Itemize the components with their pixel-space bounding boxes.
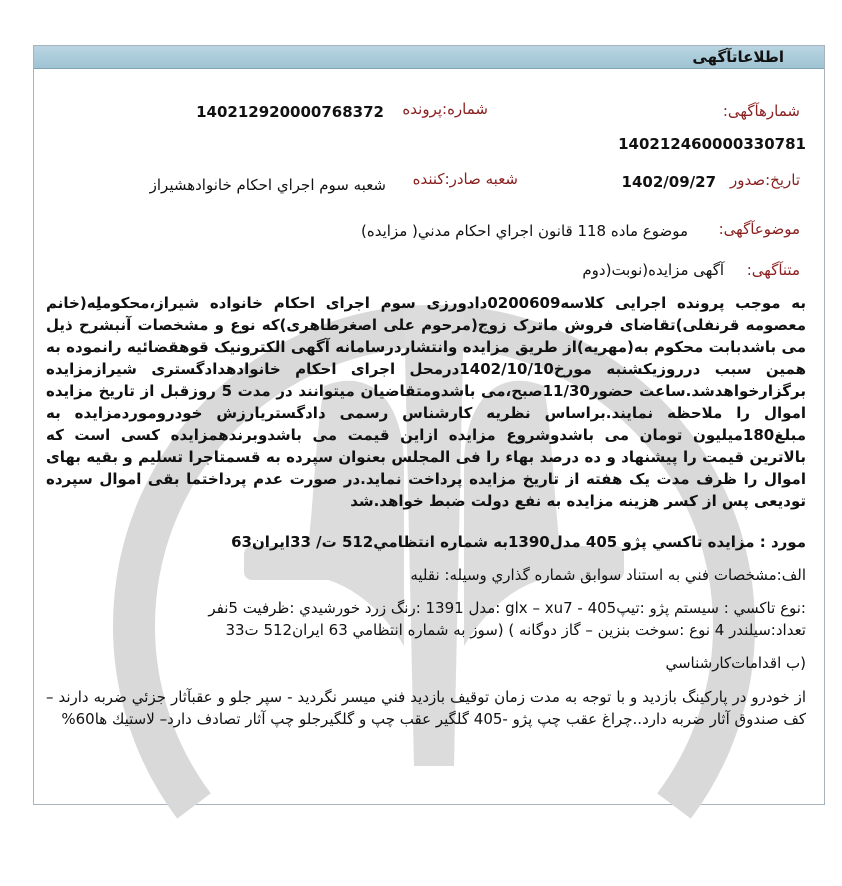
- ad-number-value: 140212460000330781: [618, 135, 806, 153]
- issue-date-label: تاریخ:صدور: [730, 171, 800, 189]
- issuing-branch-value: شعبه سوم اجراي احكام خانوادهشيراز: [149, 176, 386, 194]
- case-number-label: شماره:پرونده: [402, 100, 488, 118]
- subject-label: موضوعآگهی:: [718, 220, 800, 238]
- spec-detail-2: تعداد:سيلندر 4 نوع :سوخت بنزين – گاز دوگانه ) (سوز به شماره انتظامي 63 ايران512 ت33: [225, 621, 806, 639]
- spec-line: الف:مشخصات فني به استناد سوابق شماره گذاري وسيله: نقليه: [410, 566, 806, 584]
- notice-body-paragraph: به موجب پرونده اجرایی کلاسه0200609دادورزی سوم اجرای احکام خانواده شیراز،محکوملِه(خانم معصومه قرنفلی)تقاضای فروش ماترک زوج(مرحوم علی اصغرطاهری)که نوع و مشخصات آنبشرح ذیل می باشدبابت محکوم به(مهریه)از طریق مزایده وانتشاردرسامانه آگهی الکترونیک قوهقضائیه رانموده به همین سبب درروزیکشنبه مورخ1402/10/10درمحل اجرای احکام خانوادهدادگستری شیرازمزایده برگزارخواهدشد.ساعت حضور11/30صبح،می باشدومتقاضیان میتوانند در مدت 5 روزقبل از تاریخ مزایده اموال را ملاحظه نمایند.براساس نظریه کارشناس رسمی دادگستریارزش خودروموردمزایده به مبلغ180میلیون تومان می باشدوشروع مزایده ازاین قیمت می باشدوبرندهمزایده کسی است که بالاترین قیمت را پیشنهاد و ده درصد بهاء را فی المجلس بعنوان سپرده به قسمتاجرا تسلیم و بقیه بهای اموال را ظرف مدت یک هفته از تاریخ مزایده پرداخت نماید.در صورت عدم پرداختما بقی اموال سپرده تودیعی پس از کسر هزینه مزایده به نفع دولت ضبط خواهد.شد: [46, 294, 806, 510]
- text-label: متنآگهی:: [746, 261, 800, 279]
- panel-title: اطلاعاتآگهی: [692, 48, 784, 66]
- expert-text: از خودرو در پاركينگ بازديد و با توجه به مدت زمان توقيف بازديد فني ميسر نگرديد - سپر جلو و عقبآثار جزئي ضربه دارند – كف صندوق آثار ضربه دارد..چراغ عقب چپ پژو -405 گلگير عقب چپ و گلگيرجلو چپ آثار تصادف دارد– لاستيك ها60%: [46, 688, 806, 728]
- item-line: مورد : مزايده تاكسي پژو 405 مدل1390به شماره انتظامي512 ت/ 33ايران63: [231, 533, 806, 551]
- notice-panel: [33, 45, 825, 805]
- issuing-branch-label: شعبه صادر:کننده: [412, 170, 518, 188]
- text-title: آگهی مزایده(نوبت(دوم: [582, 261, 724, 279]
- expert-title: (ب اقدامات‌كارشناسي: [665, 654, 806, 672]
- case-number-value: 140212920000768372: [196, 103, 384, 121]
- notice-content: [34, 46, 824, 804]
- ad-number-label: شمارهآگهی:: [722, 102, 800, 120]
- issue-date-value: 1402/09/27: [621, 173, 716, 191]
- subject-value: موضوع ماده 118 قانون اجراي احكام مدني( مزايده): [361, 222, 688, 240]
- spec-detail-1: :نوع تاكسي : سيستم پژو :تيپ405 - glx – xu7 :مدل 1391 :رنگ زرد خورشيدي :ظرفيت 5نفر: [208, 599, 806, 617]
